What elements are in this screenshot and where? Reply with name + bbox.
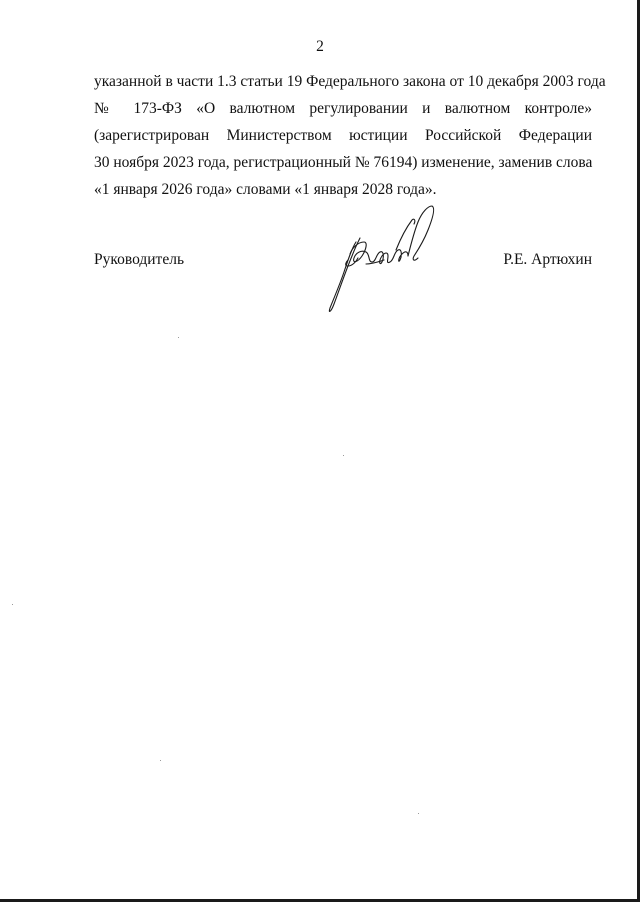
body-line: № 173-ФЗ «О валютном регулировании и валютном контроле» — [94, 100, 592, 117]
scan-speck — [12, 604, 13, 605]
scan-speck — [418, 813, 419, 814]
body-line: указанной в части 1.3 статьи 19 Федерального закона от 10 декабря 2003 года — [94, 73, 606, 90]
signer-name: Р.Е. Артюхин — [503, 251, 592, 268]
body-line: 30 ноября 2023 года, регистрационный № 76194) изменение, заменив слова — [94, 154, 593, 171]
handwritten-signature — [322, 204, 440, 316]
body-paragraph — [94, 68, 606, 203]
scan-speck — [343, 455, 344, 456]
body-line: «1 января 2026 года» словами «1 января 2028 года». — [94, 181, 437, 198]
scan-speck — [160, 760, 161, 761]
body-line: (зарегистрирован Министерством юстиции Российской Федерации — [94, 127, 592, 144]
scan-speck — [178, 337, 179, 338]
signer-position-title: Руководитель — [94, 251, 185, 268]
page-number: 2 — [316, 38, 324, 55]
